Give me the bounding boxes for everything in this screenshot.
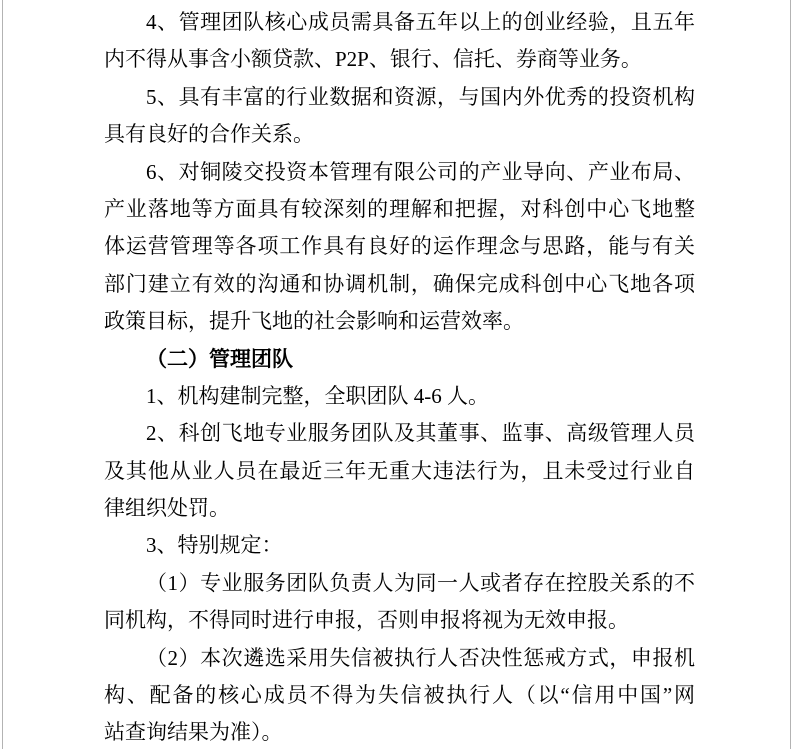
text-line: （1）专业服务团队负责人为同一人或者存在控股关系的不 xyxy=(146,570,695,595)
text-line: （二）管理团队 xyxy=(146,346,293,371)
text-line: 5、具有丰富的行业数据和资源，与国内外优秀的投资机构 xyxy=(146,84,695,109)
text-line: 2、科创飞地专业服务团队及其董事、监事、高级管理人员 xyxy=(146,421,695,446)
page-edge-right xyxy=(790,0,791,749)
text-line: 体运营管理等各项工作具有良好的运作理念与思路，能与有关 xyxy=(104,234,695,259)
text-line: 律组织处罚。 xyxy=(104,496,230,521)
text-line: 构、配备的核心成员不得为失信被执行人（以“信用中国”网 xyxy=(104,683,695,708)
text-line: 具有良好的合作关系。 xyxy=(104,122,314,147)
text-line: 站查询结果为准）。 xyxy=(104,720,283,745)
text-line: 3、特别规定： xyxy=(146,533,283,558)
text-line: 产业落地等方面具有较深刻的理解和把握，对科创中心飞地整 xyxy=(104,196,695,221)
text-line: （2）本次遴选采用失信被执行人否决性惩戒方式，申报机 xyxy=(146,645,695,670)
text-line: 内不得从事含小额贷款、P2P、银行、信托、券商等业务。 xyxy=(104,47,642,72)
document-body xyxy=(104,4,695,752)
text-line: 6、对铜陵交投资本管理有限公司的产业导向、产业布局、 xyxy=(146,159,695,184)
text-line: 政策目标，提升飞地的社会影响和运营效率。 xyxy=(104,309,524,334)
text-line: 及其他从业人员在最近三年无重大违法行为，且未受过行业自 xyxy=(104,458,695,483)
text-line: 4、管理团队核心成员需具备五年以上的创业经验，且五年 xyxy=(146,10,695,34)
text-line: 部门建立有效的沟通和协调机制，确保完成科创中心飞地各项 xyxy=(104,271,695,296)
text-line: 1、机构建制完整，全职团队 4-6 人。 xyxy=(146,383,489,408)
text-line: 同机构，不得同时进行申报，否则申报将视为无效申报。 xyxy=(104,608,629,633)
page-edge-left xyxy=(2,0,3,749)
